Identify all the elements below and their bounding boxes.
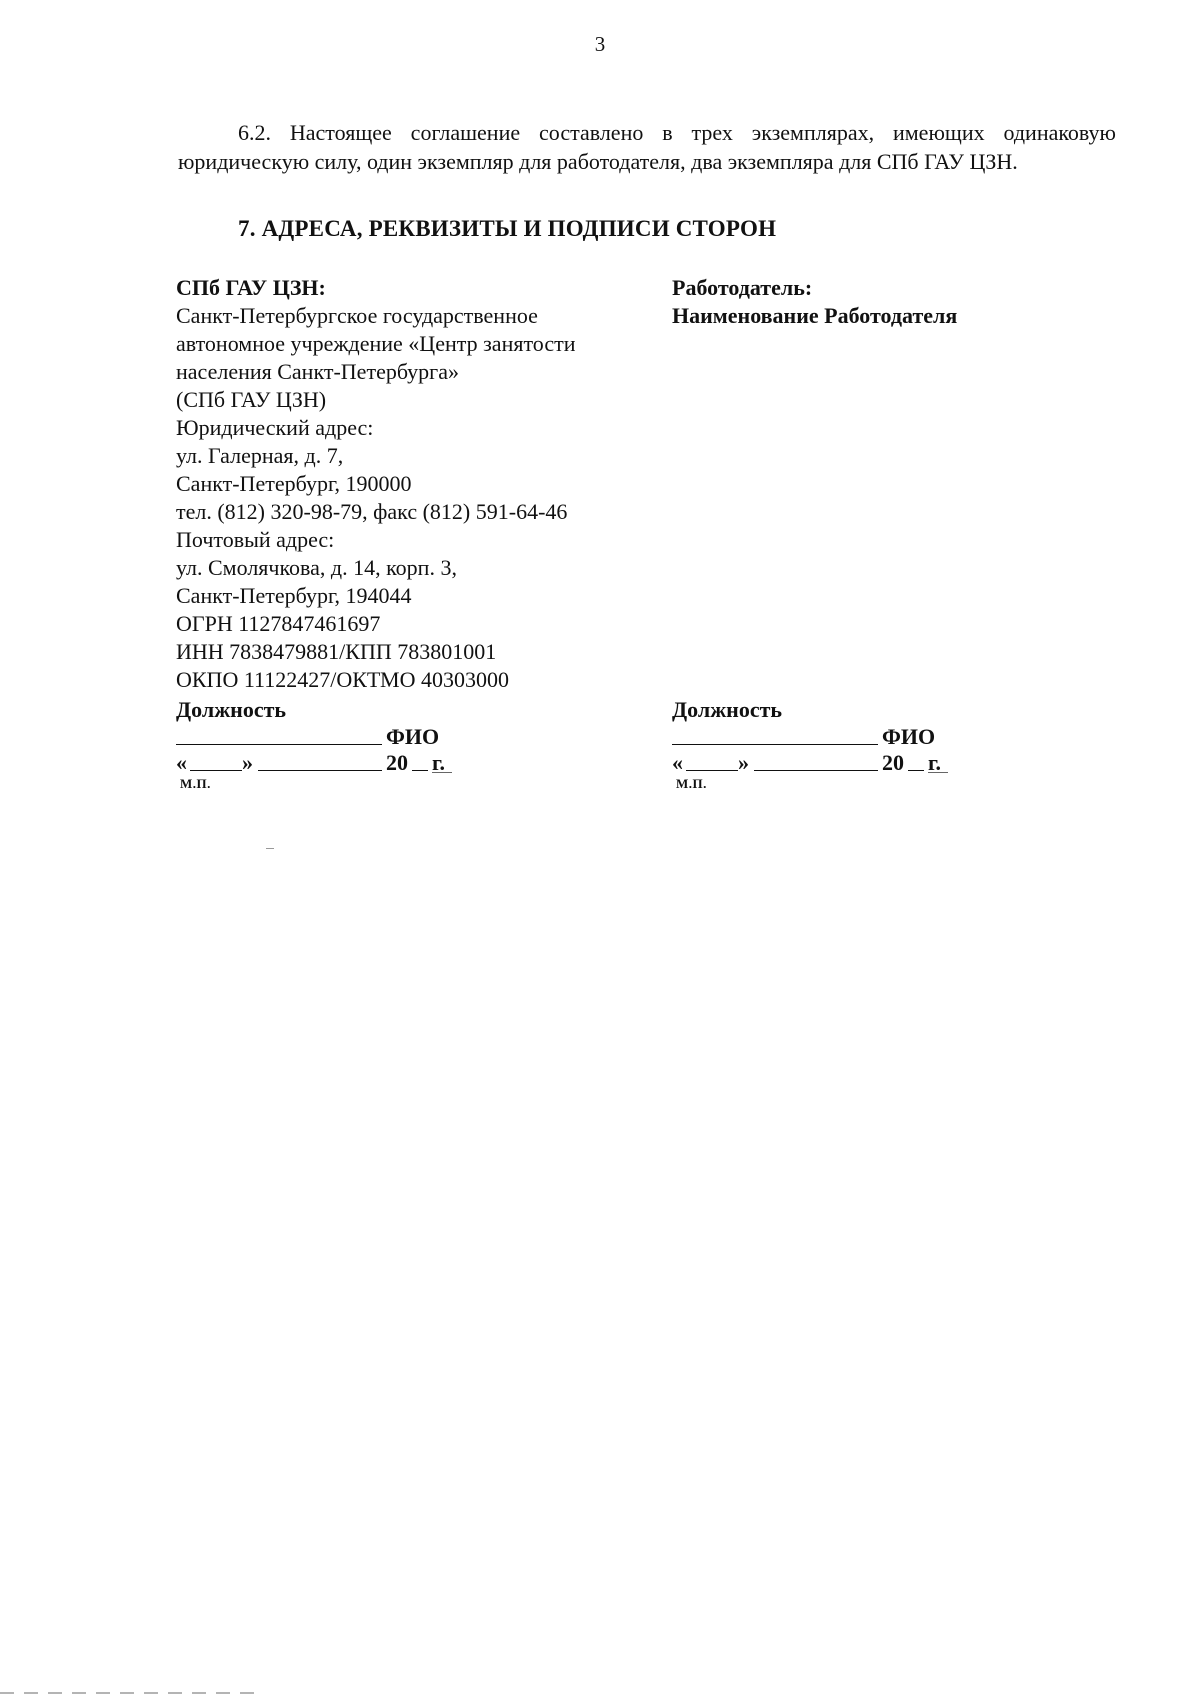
left-party-heading: СПб ГАУ ЦЗН: bbox=[176, 275, 326, 300]
date-year-prefix: 20 bbox=[882, 750, 904, 775]
date-month-line bbox=[258, 770, 382, 771]
date-year-line bbox=[908, 770, 924, 771]
left-party-line: тел. (812) 320-98-79, факс (812) 591-64-46 bbox=[176, 499, 568, 524]
fio-label: ФИО bbox=[386, 724, 440, 749]
date-row bbox=[672, 750, 942, 775]
left-party-line: Санкт-Петербургское государственное bbox=[176, 303, 538, 328]
signature-line bbox=[176, 744, 382, 745]
date-quote-close: » bbox=[738, 750, 749, 775]
date-tail-line bbox=[432, 772, 452, 773]
left-signature-block bbox=[176, 697, 446, 792]
date-row bbox=[176, 750, 446, 775]
position-label: Должность bbox=[176, 697, 287, 722]
right-party-details bbox=[672, 274, 1112, 330]
signature-line bbox=[672, 744, 878, 745]
left-party-line: Санкт-Петербург, 194044 bbox=[176, 583, 412, 608]
left-party-line: населения Санкт-Петербурга» bbox=[176, 359, 459, 384]
stamp-label: М.П. bbox=[676, 776, 707, 791]
date-quote-open: « bbox=[176, 750, 187, 775]
date-month-line bbox=[754, 770, 878, 771]
left-party-line: Почтовый адрес: bbox=[176, 527, 335, 552]
scan-artifact bbox=[266, 848, 274, 849]
scan-edge-artifact bbox=[0, 1692, 260, 1694]
position-label: Должность bbox=[672, 697, 783, 722]
page-number: 3 bbox=[594, 32, 606, 56]
date-year-suffix: г. bbox=[928, 750, 942, 775]
left-party-line: ул. Галерная, д. 7, bbox=[176, 443, 344, 468]
left-party-line: ИНН 7838479881/КПП 783801001 bbox=[176, 639, 497, 664]
date-day-line bbox=[686, 770, 738, 771]
fio-label: ФИО bbox=[882, 724, 936, 749]
clause-6-2: 6.2. Настоящее соглашение составлено в трех экземплярах, имеющих одинаковую юридическую силу, один экземпляр для работодателя, два экземпляра для СПб ГАУ ЦЗН. bbox=[178, 120, 1116, 174]
left-party-line: Юридический адрес: bbox=[176, 415, 374, 440]
signature-row bbox=[176, 722, 440, 750]
date-year-line bbox=[412, 770, 428, 771]
left-party-details bbox=[176, 274, 636, 694]
left-party-line: (СПб ГАУ ЦЗН) bbox=[176, 387, 327, 412]
section-7-heading: 7. АДРЕСА, РЕКВИЗИТЫ И ПОДПИСИ СТОРОН bbox=[238, 216, 777, 241]
left-party-line: ОГРН 1127847461697 bbox=[176, 611, 381, 636]
date-day-line bbox=[190, 770, 242, 771]
date-quote-close: » bbox=[242, 750, 253, 775]
stamp-label: М.П. bbox=[180, 776, 211, 791]
right-party-heading: Работодатель: bbox=[672, 275, 813, 300]
left-party-line: ОКПО 11122427/ОКТМО 40303000 bbox=[176, 667, 509, 692]
date-year-suffix: г. bbox=[432, 750, 446, 775]
left-party-line: Санкт-Петербург, 190000 bbox=[176, 471, 412, 496]
date-year-prefix: 20 bbox=[386, 750, 408, 775]
date-tail-line bbox=[928, 772, 948, 773]
right-signature-block bbox=[672, 697, 942, 792]
employer-name: Наименование Работодателя bbox=[672, 303, 958, 328]
signature-row bbox=[672, 722, 936, 750]
left-party-line: ул. Смолячкова, д. 14, корп. 3, bbox=[176, 555, 457, 580]
date-quote-open: « bbox=[672, 750, 683, 775]
left-party-line: автономное учреждение «Центр занятости bbox=[176, 331, 576, 356]
